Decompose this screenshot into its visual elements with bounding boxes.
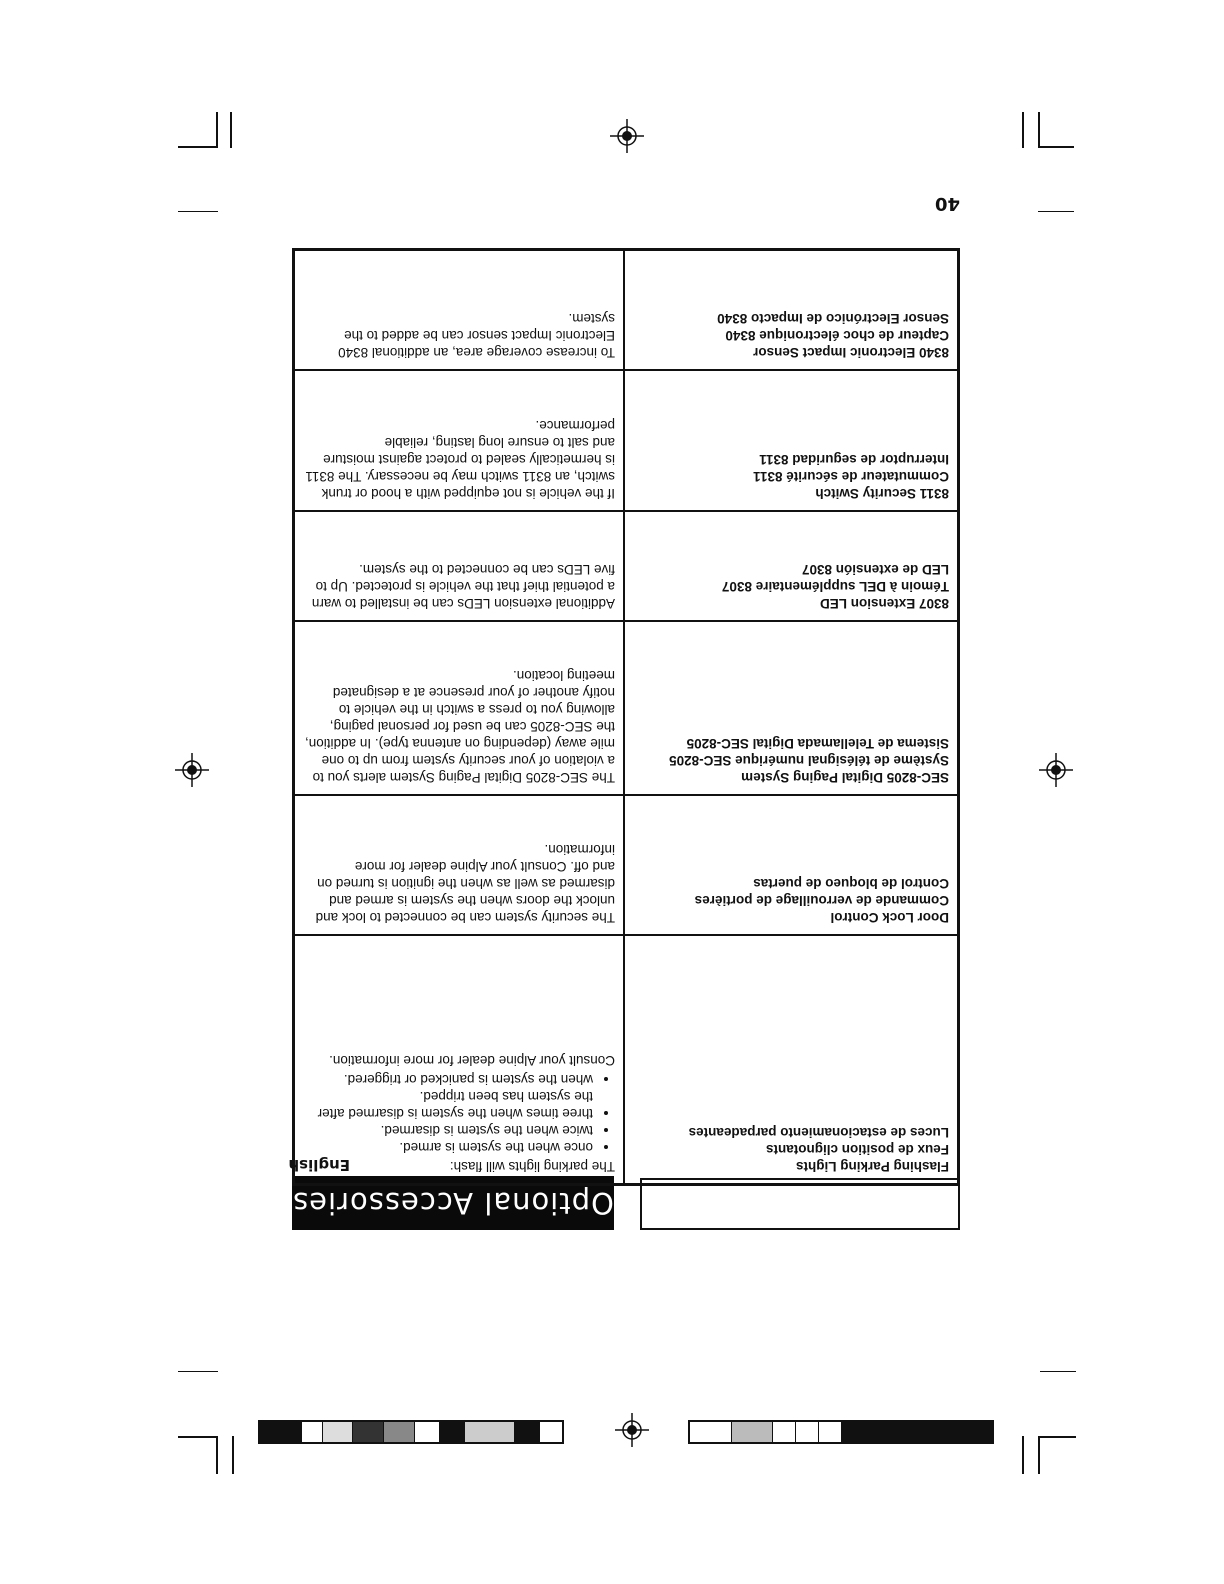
crop-mark bbox=[1022, 1436, 1024, 1474]
crop-mark bbox=[1038, 211, 1074, 212]
crop-mark bbox=[216, 1436, 218, 1474]
list-item: • when the system is panicked or triggered. bbox=[303, 1071, 593, 1088]
accessory-name-cell bbox=[624, 250, 959, 371]
accessory-description-cell bbox=[294, 935, 625, 1184]
crop-mark bbox=[178, 1436, 218, 1438]
accessory-name-fr: Capteur de choc électronique 8340 bbox=[725, 328, 949, 344]
accessories-table bbox=[288, 248, 960, 1186]
list-item: • once when the system is armed. bbox=[303, 1139, 593, 1156]
crop-mark bbox=[232, 1436, 234, 1474]
accessory-description-cell: The SEC-8205 Digital Paging System alerts you to a violation of your security system from up to one mile away (depending on antenna type). In addition, the SEC-8205 can be used for personal paging, allowing you to press a switch in the vehicle to notify another of your presence at a designated meeting location. bbox=[294, 621, 625, 795]
description-outro: Consult your Alpine dealer for more information. bbox=[329, 1053, 615, 1068]
crop-mark bbox=[1038, 1436, 1040, 1474]
accessory-description-cell: Additional extension LEDs can be installed to warn a potential thief that the vehicle is protected. Up to five LEDs can be connected to the system. bbox=[294, 511, 625, 621]
page-number: 40 bbox=[934, 193, 960, 214]
accessory-name-es: Sistema de Telellamada Digital SEC-8205 bbox=[686, 735, 949, 751]
description-intro: The parking lights will flash: bbox=[449, 1159, 615, 1174]
accessory-name-cell bbox=[624, 795, 959, 936]
crop-mark bbox=[1038, 112, 1040, 148]
crop-mark bbox=[1022, 112, 1024, 148]
table-row bbox=[294, 250, 959, 371]
table-row bbox=[294, 511, 959, 621]
accessory-name-en: SEC-8205 Digital Paging System bbox=[741, 769, 949, 785]
registration-mark-icon bbox=[610, 119, 644, 153]
registration-mark-icon bbox=[615, 1413, 649, 1447]
calibration-bar bbox=[258, 1420, 564, 1444]
accessory-description-cell: If the vehicle is not equipped with a hood or trunk switch, an 8311 switch may be necessary. The 8311 is hermetically sealed to protect against moisture and salt to ensure long lasting, reliable performance. bbox=[294, 370, 625, 511]
accessory-description-cell: The security system can be connected to lock and unlock the doors when the system is armed and disarmed as well as when the ignition is turned on and off. Consult your Alpine dealer for more information. bbox=[294, 795, 625, 936]
accessory-description-cell: To increase coverage area, an additional 8340 Electronic Impact sensor can be added to the system. bbox=[294, 250, 625, 371]
accessory-name-es: Luces de estacionamiento parpadeantes bbox=[688, 1125, 949, 1140]
table-row bbox=[294, 795, 959, 936]
crop-mark bbox=[1040, 1436, 1076, 1438]
accessory-name-fr: Témoin à DEL supplémentaire 8307 bbox=[721, 579, 949, 595]
accessory-name-en: 8311 Security Switch bbox=[815, 485, 949, 501]
table-row bbox=[294, 935, 959, 1184]
accessory-name-es: Control de bloqueo de puertas bbox=[753, 876, 949, 892]
table-row bbox=[294, 621, 959, 795]
crop-mark bbox=[230, 112, 232, 148]
accessory-name-es: Interruptor de seguridad 8311 bbox=[759, 451, 949, 467]
calibration-bar bbox=[688, 1420, 994, 1444]
accessory-name-cell bbox=[624, 370, 959, 511]
language-label: English bbox=[288, 1156, 350, 1174]
crop-mark bbox=[178, 211, 218, 212]
accessory-name-es: LED de extensión 8307 bbox=[801, 562, 949, 578]
registration-mark-icon bbox=[1039, 753, 1073, 787]
list-item: • twice when the system is disarmed. bbox=[303, 1122, 593, 1139]
table-row bbox=[294, 370, 959, 511]
bullet-list bbox=[303, 1071, 615, 1156]
crop-mark bbox=[216, 112, 218, 148]
section-title-text: Optional Accessories bbox=[292, 1186, 614, 1220]
registration-mark-icon bbox=[175, 753, 209, 787]
crop-mark bbox=[178, 146, 218, 148]
accessory-name-es: Sensor Electrónico de Impacto 8340 bbox=[717, 311, 949, 327]
accessory-name-en: Door Lock Control bbox=[830, 910, 949, 926]
accessory-name-fr: Feux de position clignotants bbox=[765, 1142, 949, 1157]
accessory-name-cell bbox=[624, 511, 959, 621]
crop-mark bbox=[1040, 146, 1074, 148]
crop-mark bbox=[178, 1371, 218, 1372]
crop-mark bbox=[1040, 1371, 1076, 1372]
accessory-name-cell bbox=[624, 621, 959, 795]
accessory-name-en: 8340 Electronic Impact Sensor bbox=[753, 345, 949, 361]
accessory-name-fr: Commutateur de sécurité 8311 bbox=[753, 468, 949, 484]
accessory-name-cell bbox=[624, 935, 959, 1184]
accessory-name-en: Flashing Parking Lights bbox=[795, 1159, 949, 1174]
list-item: • three times when the system is disarmed after the system has been tripped. bbox=[303, 1088, 593, 1122]
accessory-name-en: 8307 Extension LED bbox=[819, 596, 949, 612]
accessory-name-fr: Commande de verrouillage de portières bbox=[694, 893, 949, 909]
accessory-name-fr: Système de télésignal numérique SEC-8205 bbox=[669, 752, 949, 768]
